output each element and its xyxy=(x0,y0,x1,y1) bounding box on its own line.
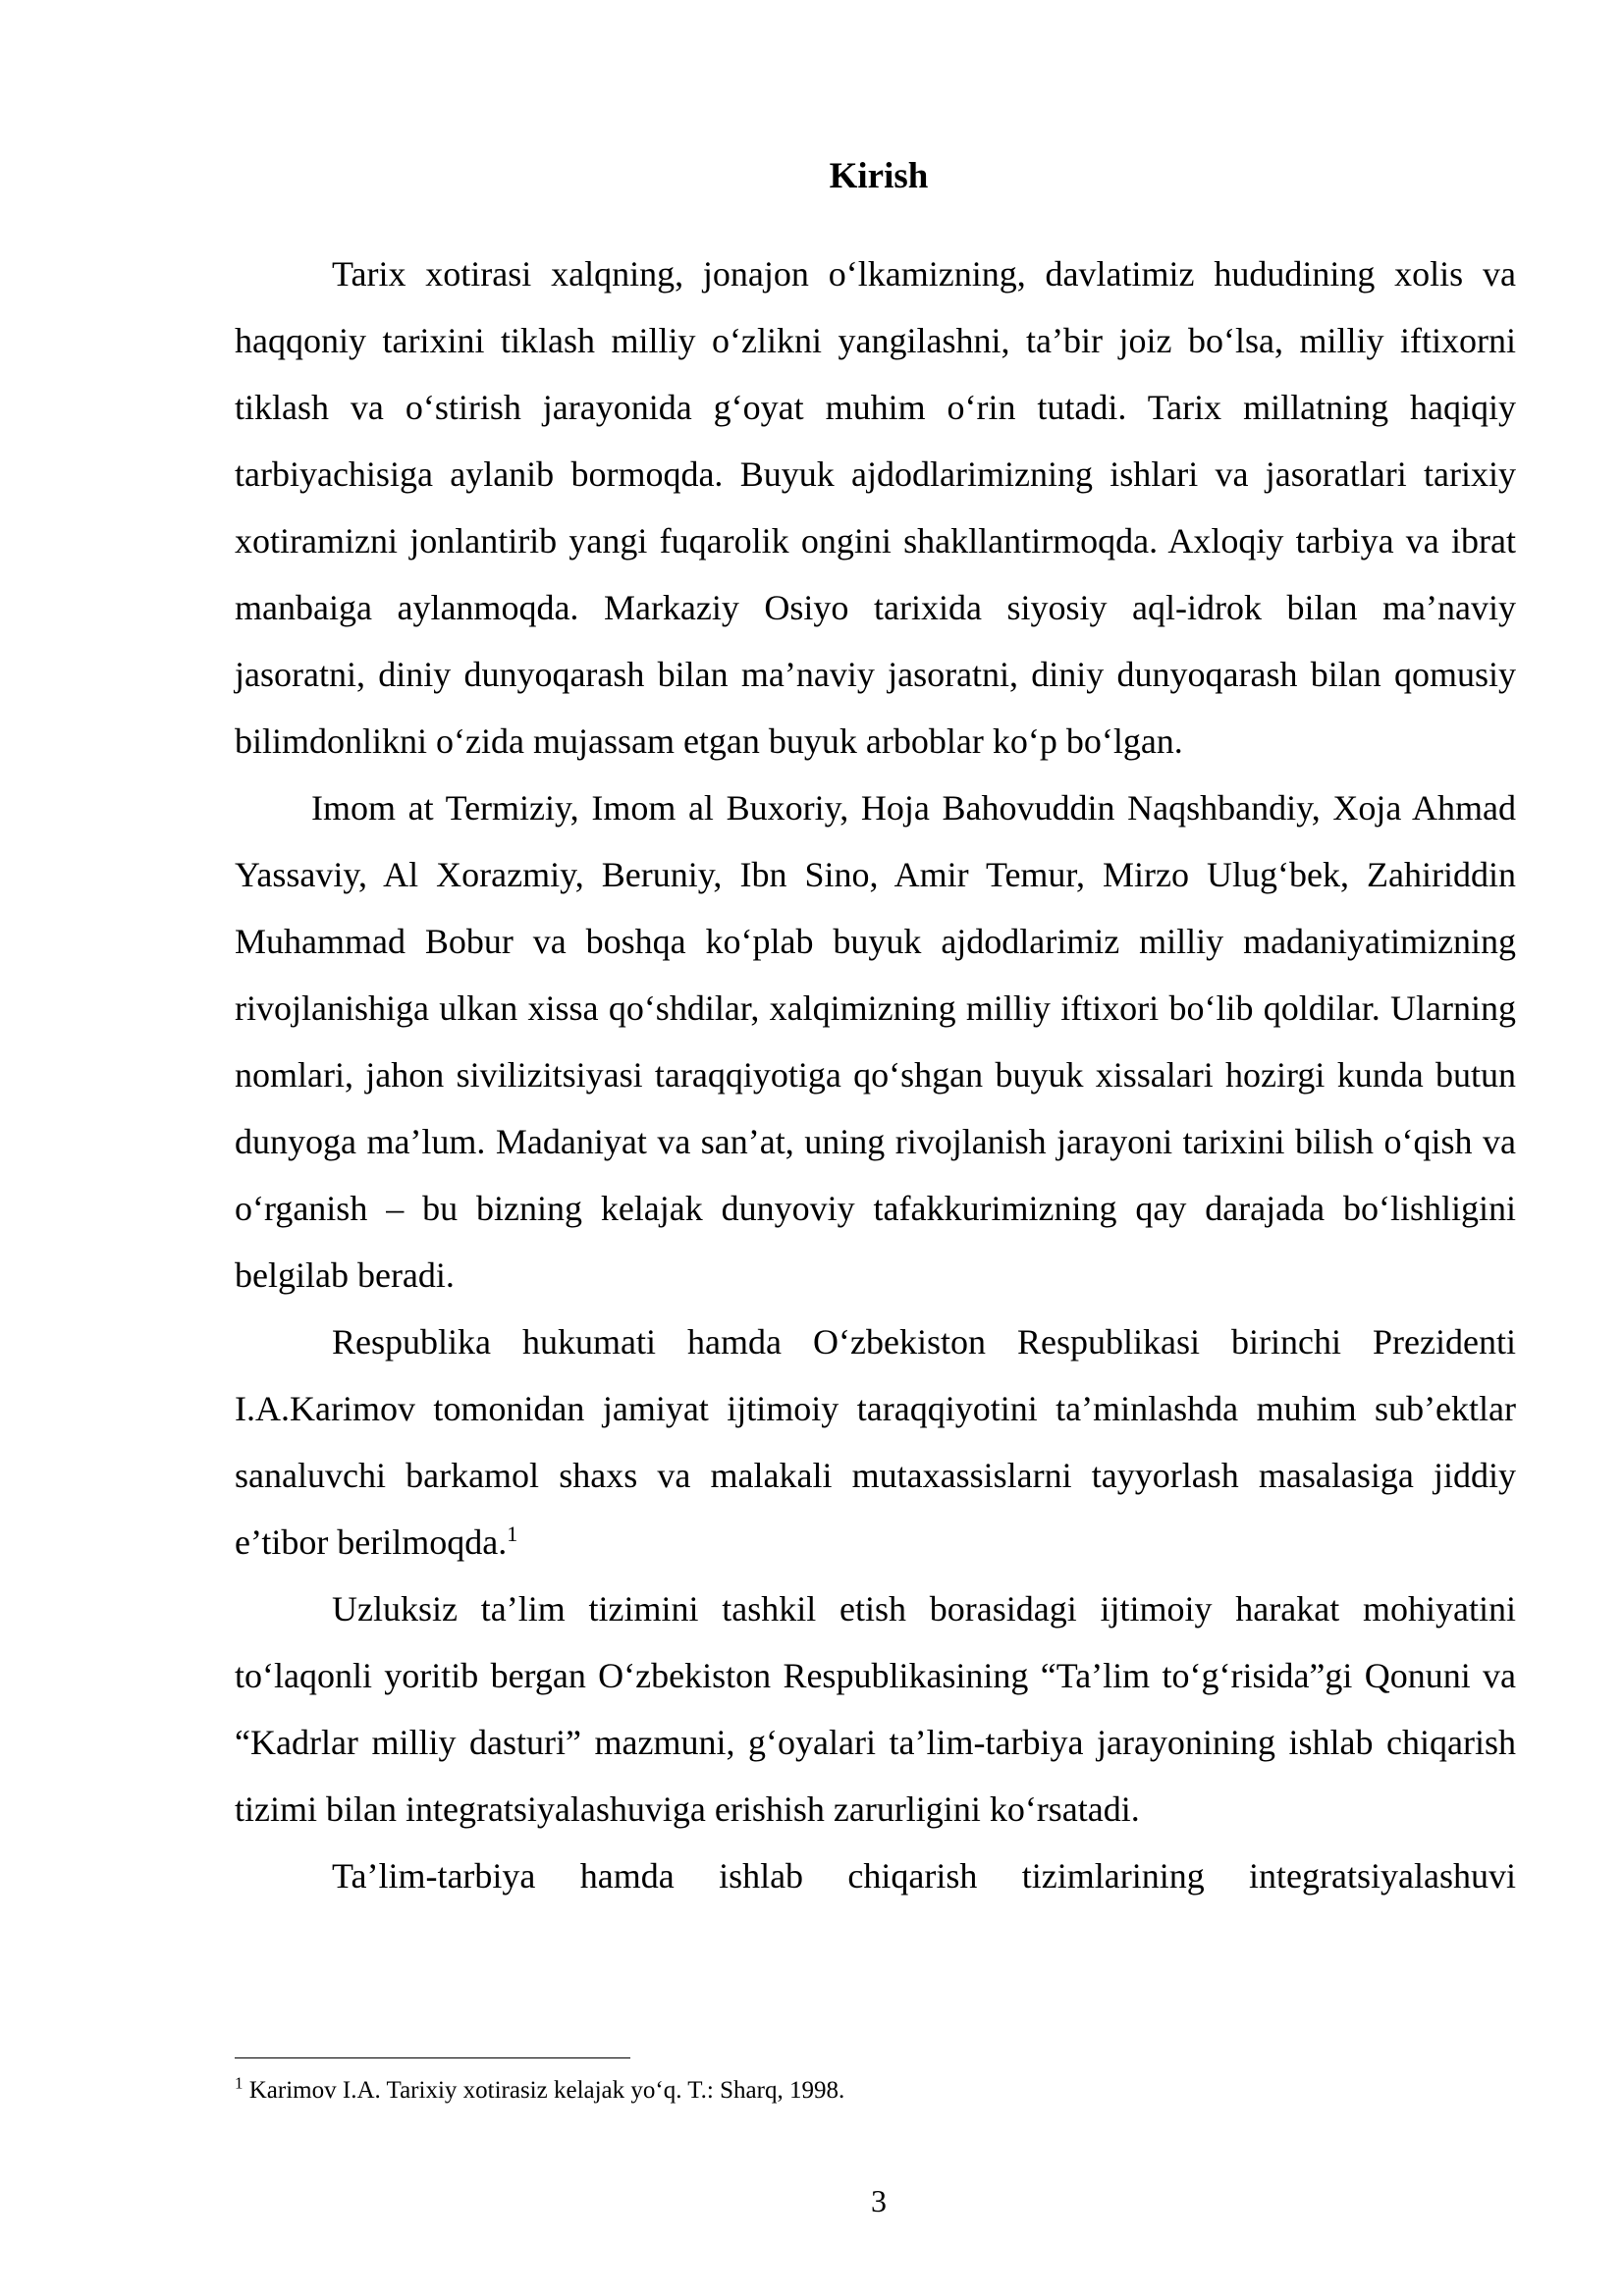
footnote-number: 1 xyxy=(235,2073,244,2093)
paragraph-5: Ta’lim-tarbiya hamda ishlab chiqarish tizimlarining integratsiyalashuvi xyxy=(332,1856,1516,1896)
paragraph-4: Uzluksiz ta’lim tizimini tashkil etish borasidagi ijtimoiy harakat mohiyatini to‘laqonli yoritib bergan O‘zbekiston Respublikasining “Ta’lim to‘g‘risida”gi Qonuni va “Kadrlar milliy dasturi” mazmuni, g‘oyalari ta’lim-tarbiya jarayonining ishlab chiqarish tizimi bilan integratsiyalashuviga erishish zarurligini ko‘rsatadi. xyxy=(235,1589,1516,1829)
footnote-text: Karimov I.A. Tarixiy xotirasiz kelajak yo‘q. T.: Sharq, 1998. xyxy=(243,2077,845,2104)
paragraph-1: Tarix xotirasi xalqning, jonajon o‘lkamizning, davlatimiz hududining xolis va haqqoniy tarixini tiklash milliy o‘zlikni yangilashni, ta’bir joiz bo‘lsa, milliy iftixorni tiklash va o‘stirish jarayonida g‘oyat muhim o‘rin tutadi. Tarix millatning haqiqiy tarbiyachisiga aylanib bormoqda. Buyuk ajdodlarimizning ishlari va jasoratlari tarixiy xotiramizni jonlantirib yangi fuqarolik ongini shakllantirmoqda. Axloqiy tarbiya va ibrat manbaiga aylanmoqda. Markaziy Osiyo tarixida siyosiy aql-idrok bilan ma’naviy jasoratni, diniy dunyoqarash bilan ma’naviy jasoratni, diniy dunyoqarash bilan qomusiy bilimdonlikni o‘zida mujassam etgan buyuk arboblar ko‘p bo‘lgan. xyxy=(235,254,1516,761)
paragraph-3 xyxy=(235,1308,1516,1575)
page-number: 3 xyxy=(871,2183,887,2218)
main-text xyxy=(235,240,1516,1909)
paragraph-3-text: Respublika hukumati hamda O‘zbekiston Respublikasi birinchi Prezidenti I.A.Karimov tomonidan jamiyat ijtimoiy taraqqiyotini ta’minlashda muhim sub’ektlar sanaluvchi barkamol shaxs va malakali mutaxassislarni tayyorlash masalasiga jiddiy e’tibor berilmoqda. xyxy=(235,1322,1516,1562)
page-title: Kirish xyxy=(829,156,929,196)
paragraph-2: Imom at Termiziy, Imom al Buxoriy, Hoja Bahovuddin Naqshbandiy, Xoja Ahmad Yassaviy, Al Xorazmiy, Beruniy, Ibn Sino, Amir Temur, Mirzo Ulug‘bek, Zahiriddin Muhammad Bobur va boshqa ko‘plab buyuk ajdodlarimiz milliy madaniyatimizning rivojlanishiga ulkan xissa qo‘shdilar, xalqimizning milliy iftixori bo‘lib qoldilar. Ularning nomlari, jahon sivilizitsiyasi taraqqiyotiga qo‘shgan buyuk xissalari hozirgi kunda butun dunyoga ma’lum. Madaniyat va san’at, uning rivojlanish jarayoni tarixini bilish o‘qish va o‘rganish – bu bizning kelajak dunyoviy tafakkurimizning qay darajada bo‘lishligini belgilab beradi. xyxy=(235,788,1516,1295)
footnote-reference[interactable]: 1 xyxy=(507,1522,518,1546)
footnote xyxy=(235,2071,1511,2110)
footnote-separator xyxy=(235,2057,630,2058)
